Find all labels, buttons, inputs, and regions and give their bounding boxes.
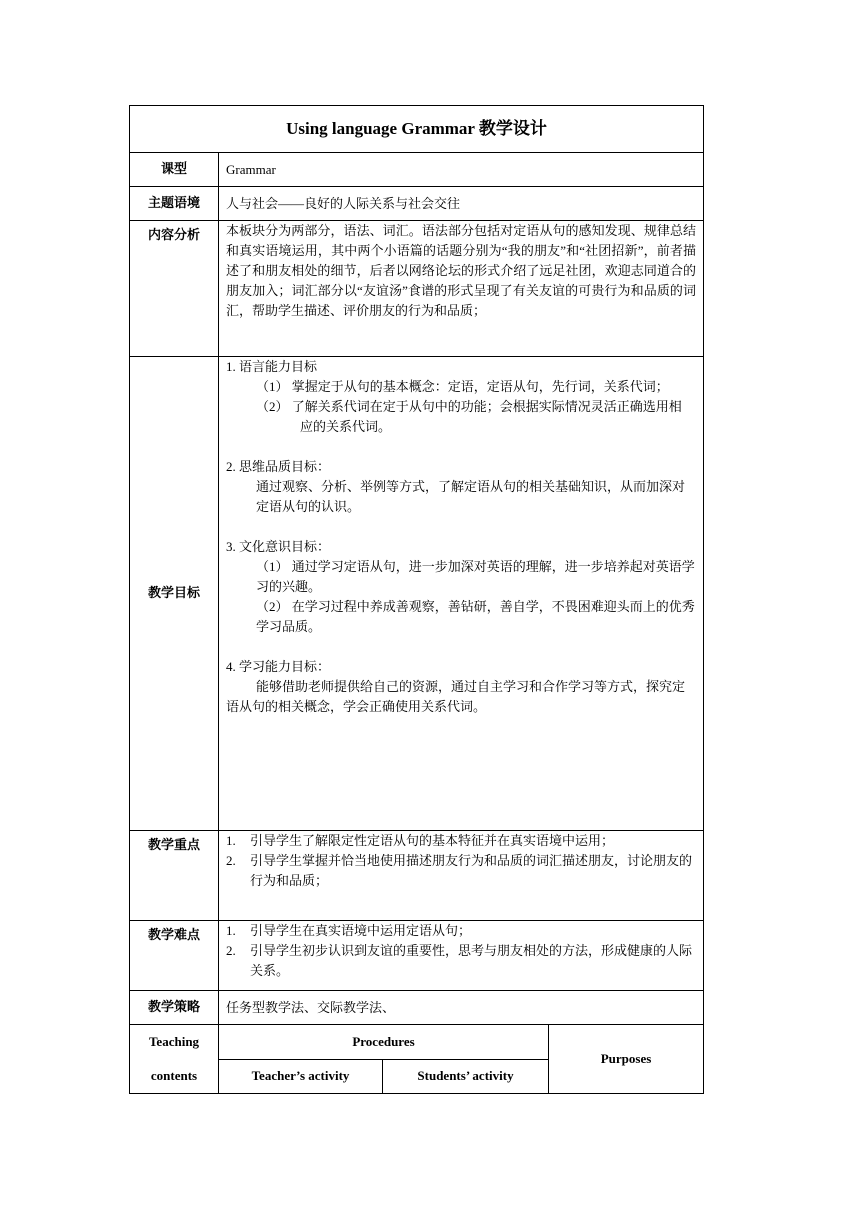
list-number: 1.: [226, 923, 236, 938]
list-text: 引导学生掌握并恰当地使用描述朋友行为和品质的词汇描述朋友，讨论朋友的行为和品质；: [250, 853, 693, 888]
theme-label: 主题语境: [130, 187, 219, 221]
objective-1-item-1: （1） 掌握定于从句的基本概念：定语，定语从句，先行词，关系代词；: [256, 379, 669, 394]
list-item: [226, 941, 696, 981]
procedures-header: Procedures: [219, 1025, 549, 1060]
students-activity-header: Students’ activity: [383, 1059, 549, 1094]
teaching-contents-line1: Teaching: [148, 1034, 200, 1049]
teaching-contents-line2: contents: [150, 1068, 198, 1083]
content-analysis-value: [219, 221, 704, 357]
strategy-label: 教学策略: [130, 991, 219, 1025]
key-points-value: [219, 831, 704, 921]
content-analysis-label: 内容分析: [130, 221, 219, 357]
difficulties-value: [219, 921, 704, 991]
objective-3-title: 3. 文化意识目标：: [226, 539, 331, 554]
lesson-plan-table: [129, 105, 704, 1094]
list-item: [226, 921, 696, 941]
difficulties-label: 教学难点: [130, 921, 219, 991]
teacher-activity-header: Teacher’s activity: [219, 1059, 383, 1094]
objective-4-body: 能够借助老师提供给自己的资源，通过自主学习和合作学习等方式，探究定语从句的相关概念，学会正确使用关系代词。: [226, 679, 686, 714]
objective-2-body: 通过观察、分析、举例等方式，了解定语从句的相关基础知识，从而加深对定语从句的认识。: [256, 479, 686, 514]
objective-1-item-2: （2） 了解关系代词在定于从句中的功能；会根据实际情况灵活正确选用相: [256, 399, 682, 414]
objective-3-item-2: （2） 在学习过程中养成善观察，善钻研，善自学，不畏困难迎头而上的优秀学习品质。: [256, 599, 695, 634]
key-points-label: 教学重点: [130, 831, 219, 921]
lesson-type-label: 课型: [130, 153, 219, 187]
objectives-value: [219, 357, 704, 831]
purposes-header: Purposes: [549, 1025, 704, 1094]
objectives-label: 教学目标: [130, 357, 219, 831]
list-item: [226, 851, 696, 891]
lesson-type-value: Grammar: [219, 153, 704, 187]
list-text: 引导学生了解限定性定语从句的基本特征并在真实语境中运用；: [250, 833, 615, 848]
teaching-contents-header: [130, 1025, 219, 1094]
list-text: 引导学生初步认识到友谊的重要性，思考与朋友相处的方法，形成健康的人际关系。: [250, 943, 693, 978]
objective-3-item-1: （1） 通过学习定语从句，进一步加深对英语的理解，进一步培养起对英语学习的兴趣。: [256, 559, 695, 594]
theme-value: 人与社会——良好的人际关系与社会交往: [219, 187, 704, 221]
list-number: 2.: [226, 853, 236, 868]
content-analysis-text: 本板块分为两部分，语法、词汇。语法部分包括对定语从句的感知发现、规律总结和真实语境运用，其中两个小语篇的话题分别为“我的朋友”和“社团招新”，前者描述了和朋友相处的细节，后者以网络论坛的形式介绍了远足社团，欢迎志同道合的朋友加入；词汇部分以“友谊汤”食谱的形式呈现了有关友谊的可贵行为和品质的词汇，帮助学生描述、评价朋友的行为和品质；: [226, 223, 697, 318]
strategy-value: 任务型教学法、交际教学法、: [219, 991, 704, 1025]
objective-1-title: 1. 语言能力目标: [226, 359, 318, 374]
document-title: Using language Grammar 教学设计: [130, 106, 704, 153]
objective-1-item-2-cont: 应的关系代词。: [300, 419, 392, 434]
list-item: [226, 831, 696, 851]
list-number: 2.: [226, 943, 236, 958]
objective-4-title: 4. 学习能力目标：: [226, 659, 331, 674]
list-number: 1.: [226, 833, 236, 848]
list-text: 引导学生在真实语境中运用定语从句；: [250, 923, 472, 938]
objective-2-title: 2. 思维品质目标：: [226, 459, 331, 474]
